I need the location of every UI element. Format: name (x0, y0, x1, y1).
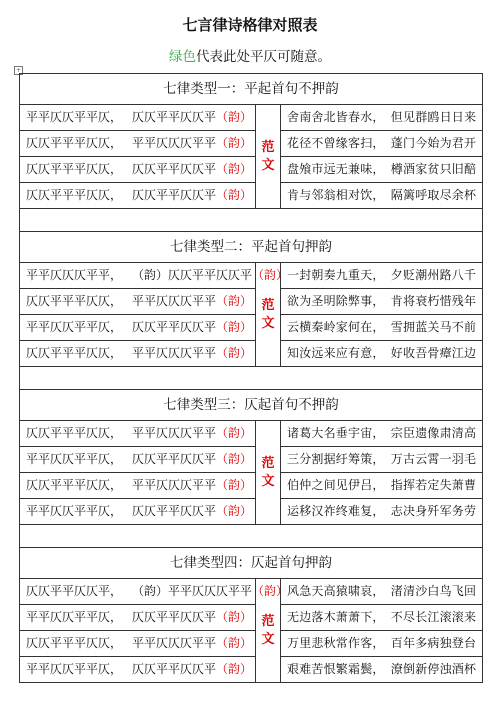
example-poem (281, 263, 482, 366)
section-title: 七律类型二：平起首句押韵 (20, 232, 482, 263)
example-label-char: 文 (261, 157, 275, 173)
pattern-second-line: （韵）平平仄仄仄平平 (132, 584, 253, 598)
section-body (20, 105, 482, 209)
example-poem (281, 579, 482, 682)
pattern-first-line: 仄仄平平平仄仄， (26, 136, 123, 150)
rhyme-mark: （韵） (216, 162, 253, 176)
example-label (256, 105, 281, 208)
rhyme-mark: （韵） (216, 504, 253, 518)
rhyme-mark: （韵） (216, 426, 253, 440)
rhyme-mark: （韵） (216, 188, 253, 202)
pattern-second-line: 平平仄仄仄平平 (132, 478, 217, 492)
pattern-first-line: 仄仄平平仄仄平， (26, 584, 123, 598)
pattern-second-line: 仄仄平平仄仄平 (132, 662, 217, 676)
meter-section (19, 548, 483, 683)
pattern-first-line: 平平仄仄平平仄， (26, 320, 123, 334)
pattern-row (20, 447, 255, 473)
rules-table (19, 73, 483, 683)
poem-line: 舍南舍北皆春水， 但见群鸥日日来 (281, 105, 482, 131)
poem-line: 诸葛大名垂宇宙， 宗臣遗像肃清高 (281, 421, 482, 447)
rhyme-mark: （韵） (216, 452, 253, 466)
pattern-row (20, 631, 255, 657)
poem-line: 艰难苦恨繁霜鬓， 潦倒新停浊酒杯 (287, 662, 477, 676)
poem-line: 万里悲秋常作客， 百年多病独登台 (281, 631, 482, 657)
pattern-first-line: 仄仄平平平仄仄， (26, 294, 123, 308)
poem-line: 盘飧市远无兼味， 樽酒家贫只旧醅 (281, 157, 482, 183)
pattern-second-line: 仄仄平平仄仄平 (132, 452, 217, 466)
poem-line: 肯与邻翁相对饮， 隔篱呼取尽余杯 (287, 188, 477, 202)
section-spacer (19, 525, 483, 548)
example-poem (281, 105, 482, 208)
meter-section (19, 232, 483, 367)
pattern-second-line: 仄仄平平仄仄平 (132, 610, 217, 624)
pattern-first-line: 平平仄仄平平仄， (26, 610, 123, 624)
poem-line: 风急天高猿啸哀， 渚清沙白鸟飞回 (281, 579, 482, 605)
section-title: 七律类型一：平起首句不押韵 (20, 74, 482, 105)
pattern-row (20, 657, 255, 682)
section-title: 七律类型三：仄起首句不押韵 (20, 390, 482, 421)
pattern-row (20, 421, 255, 447)
pattern-row (20, 605, 255, 631)
example-label (256, 421, 281, 524)
table-anchor-icon[interactable]: + (15, 67, 22, 74)
section-body (20, 263, 482, 367)
rhyme-mark: （韵） (216, 136, 253, 150)
pattern-first-line: 仄仄平平平仄仄， (26, 162, 123, 176)
pattern-second-line: 平平仄仄仄平平 (132, 346, 217, 360)
pattern-first-line: 平平仄仄平平仄， (26, 452, 123, 466)
example-poem (281, 421, 482, 524)
pattern-first-line: 仄仄平平平仄仄， (26, 478, 123, 492)
pattern-second-line: 平平仄仄仄平平 (132, 636, 217, 650)
pattern-first-line: 仄仄平平平仄仄， (26, 636, 123, 650)
rhyme-mark: （韵） (216, 478, 253, 492)
pattern-row (20, 341, 255, 366)
poem-line: 伯仲之间见伊吕， 指挥若定失萧曹 (281, 473, 482, 499)
poem-line: 运移汉祚终难复， 志决身歼军务劳 (287, 504, 477, 518)
pattern-first-line: 仄仄平平平仄仄， (26, 426, 123, 440)
meter-section (19, 74, 483, 209)
pattern-second-line: （韵）仄仄平平仄仄平 (132, 268, 253, 282)
rhyme-mark: （韵） (216, 110, 253, 124)
example-label-char: 范 (261, 613, 275, 629)
poem-line: 花径不曾缘客扫， 蓬门今始为君开 (281, 131, 482, 157)
section-title: 七律类型四：仄起首句押韵 (20, 548, 482, 579)
pattern-second-line: 平平仄仄仄平平 (132, 136, 217, 150)
pattern-column (20, 421, 256, 524)
rhyme-mark: （韵） (252, 268, 289, 282)
rhyme-mark: （韵） (252, 584, 289, 598)
example-label-char: 范 (261, 139, 275, 155)
pattern-first-line: 平平仄仄平平仄， (26, 110, 123, 124)
example-label-char: 文 (261, 473, 275, 489)
rhyme-mark: （韵） (216, 636, 253, 650)
pattern-second-line: 仄仄平平仄仄平 (132, 320, 217, 334)
rhyme-mark: （韵） (216, 320, 253, 334)
poem-line: 一封朝奏九重天， 夕贬潮州路八千 (281, 263, 482, 289)
poem-line: 无边落木萧萧下， 不尽长江滚滚来 (281, 605, 482, 631)
rhyme-mark: （韵） (216, 610, 253, 624)
example-label-char: 文 (261, 315, 275, 331)
pattern-row (20, 289, 255, 315)
pattern-first-line: 平平仄仄仄平平， (26, 268, 123, 282)
section-spacer (19, 209, 483, 232)
pattern-row (20, 579, 289, 605)
poem-line: 知汝远来应有意， 好收吾骨瘴江边 (287, 346, 477, 360)
rhyme-mark: （韵） (216, 346, 253, 360)
meter-section (19, 390, 483, 525)
example-label-char: 范 (261, 455, 275, 471)
pattern-row (20, 263, 289, 289)
subtitle-text: 代表此处平仄可随意。 (196, 49, 331, 65)
example-label-char: 文 (261, 631, 275, 647)
poem-line: 三分割据纡筹策， 万古云霄一羽毛 (281, 447, 482, 473)
pattern-row (20, 105, 255, 131)
pattern-second-line: 平平仄仄仄平平 (132, 294, 217, 308)
page-subtitle (0, 45, 500, 65)
pattern-row (20, 183, 255, 208)
pattern-row (20, 157, 255, 183)
poem-line: 欲为圣明除弊事， 肯将衰朽惜残年 (281, 289, 482, 315)
pattern-first-line: 仄仄平平平仄仄， (26, 346, 123, 360)
section-body (20, 579, 482, 683)
pattern-second-line: 仄仄平平仄仄平 (132, 162, 217, 176)
pattern-row (20, 315, 255, 341)
pattern-first-line: 平平仄仄平平仄， (26, 662, 123, 676)
page-title: 七言律诗格律对照表 (182, 16, 318, 34)
pattern-second-line: 仄仄平平仄仄平 (132, 110, 217, 124)
pattern-first-line: 平平仄仄平平仄， (26, 504, 123, 518)
section-spacer (19, 367, 483, 390)
pattern-row (20, 499, 255, 524)
subtitle-green-word: 绿色 (169, 49, 196, 65)
pattern-column (20, 105, 256, 208)
pattern-column (20, 263, 289, 366)
rhyme-mark: （韵） (216, 294, 253, 308)
pattern-row (20, 473, 255, 499)
pattern-row (20, 131, 255, 157)
pattern-second-line: 平平仄仄仄平平 (132, 426, 217, 440)
pattern-second-line: 仄仄平平仄仄平 (132, 188, 217, 202)
section-body (20, 421, 482, 525)
pattern-first-line: 仄仄平平平仄仄， (26, 188, 123, 202)
rhyme-mark: （韵） (216, 662, 253, 676)
example-label-char: 范 (261, 297, 275, 313)
poem-line: 云横秦岭家何在， 雪拥蓝关马不前 (281, 315, 482, 341)
pattern-column (20, 579, 289, 682)
pattern-second-line: 仄仄平平仄仄平 (132, 504, 217, 518)
